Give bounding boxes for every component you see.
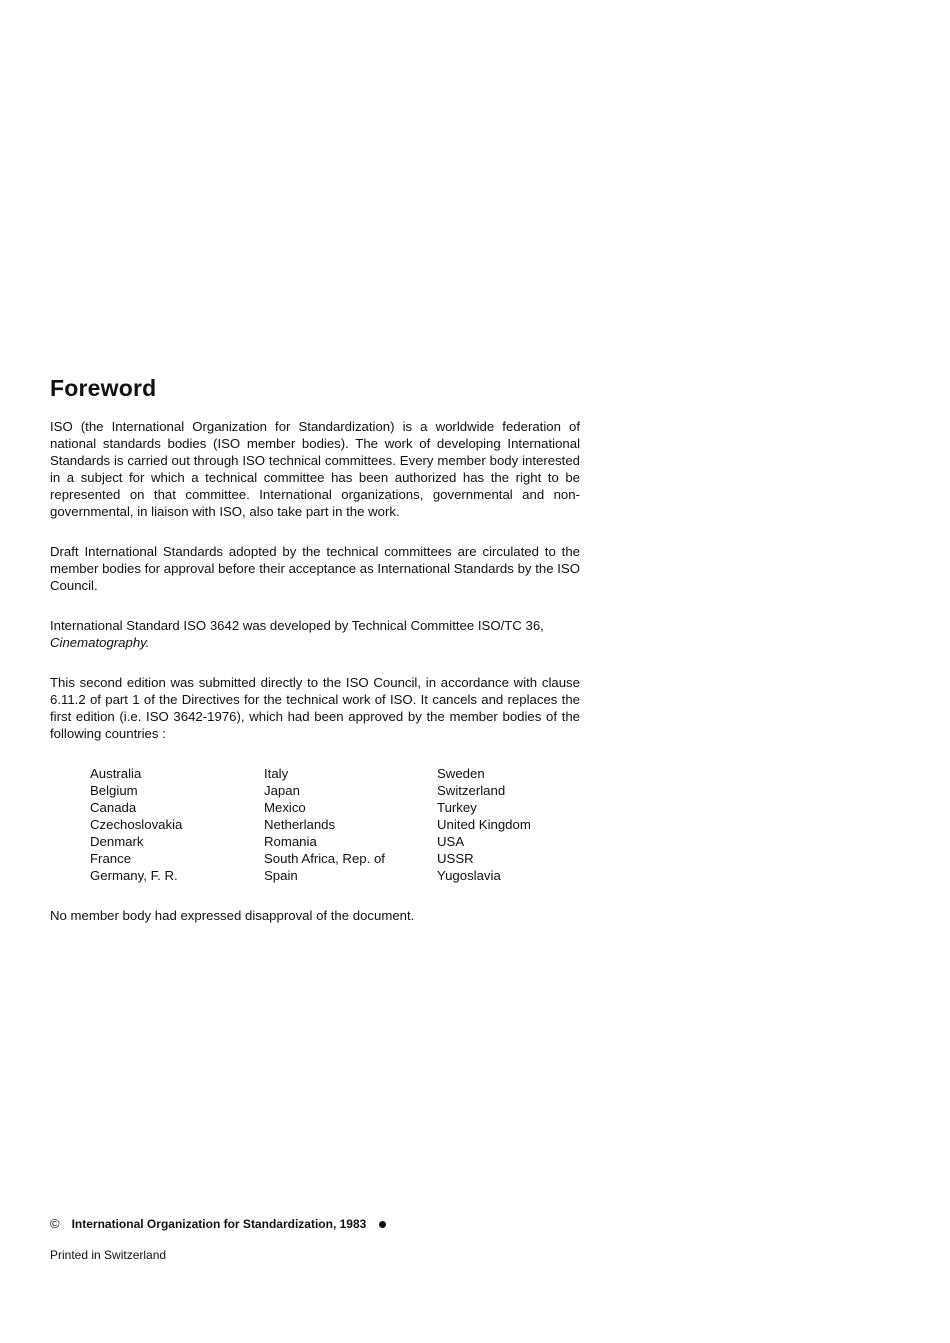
list-item: Belgium (90, 783, 138, 798)
list-item: Germany, F. R. (90, 868, 178, 883)
country-column-3 (437, 765, 607, 884)
committee-text: International Standard ISO 3642 was developed by Technical Committee ISO/TC 36, (50, 618, 544, 633)
bullet-icon (379, 1221, 386, 1228)
paragraph-draft-standards: Draft International Standards adopted by the technical committees are circulated to the member bodies for approval before their acceptance as International Standards by the ISO Council. (50, 544, 580, 593)
list-item: France (90, 851, 132, 866)
list-item: Japan (264, 783, 300, 798)
list-item: Turkey (437, 800, 477, 815)
copyright-holder: International Organization for Standardization, 1983 (71, 1217, 367, 1231)
list-item: Czechoslovakia (90, 817, 183, 832)
paragraph-no-disapproval: No member body had expressed disapproval of the document. (50, 908, 415, 923)
list-item: Australia (90, 766, 142, 781)
list-item: United Kingdom (437, 817, 531, 832)
paragraph-committee (50, 617, 580, 651)
list-item: Canada (90, 800, 137, 815)
list-item: Switzerland (437, 783, 506, 798)
paragraph-second-edition: This second edition was submitted directly to the ISO Council, in accordance with clause 6.11.2 of part 1 of the Directives for the technical work of ISO. It cancels and replaces the first edition (i.e. ISO 3642-1976), which had been approved by the member bodies of the following countries : (50, 675, 580, 741)
country-column-2 (264, 765, 434, 884)
list-item: Denmark (90, 834, 144, 849)
country-column-1 (90, 765, 260, 884)
list-item: Netherlands (264, 817, 336, 832)
list-item: USA (437, 834, 465, 849)
printed-in-note: Printed in Switzerland (50, 1248, 167, 1262)
list-item: Romania (264, 834, 317, 849)
list-item: Spain (264, 868, 298, 883)
copyright-icon: © (50, 1216, 60, 1231)
list-item: Mexico (264, 800, 306, 815)
list-item: Sweden (437, 766, 485, 781)
committee-subject: Cinematography. (50, 635, 150, 650)
copyright-line (50, 1216, 386, 1232)
list-item: South Africa, Rep. of (264, 851, 385, 866)
paragraph-iso-federation: ISO (the International Organization for Standardization) is a worldwide federation of national standards bodies (ISO member bodies). The work of developing International Standards is carried out through ISO technical committees. Every member body interested in a subject for which a technical committee has been authorized has the right to be represented on that committee. International organizations, governmental and non-governmental, in liaison with ISO, also take part in the work. (50, 419, 580, 519)
list-item: USSR (437, 851, 474, 866)
list-item: Italy (264, 766, 289, 781)
page-title: Foreword (50, 375, 157, 401)
list-item: Yugoslavia (437, 868, 501, 883)
